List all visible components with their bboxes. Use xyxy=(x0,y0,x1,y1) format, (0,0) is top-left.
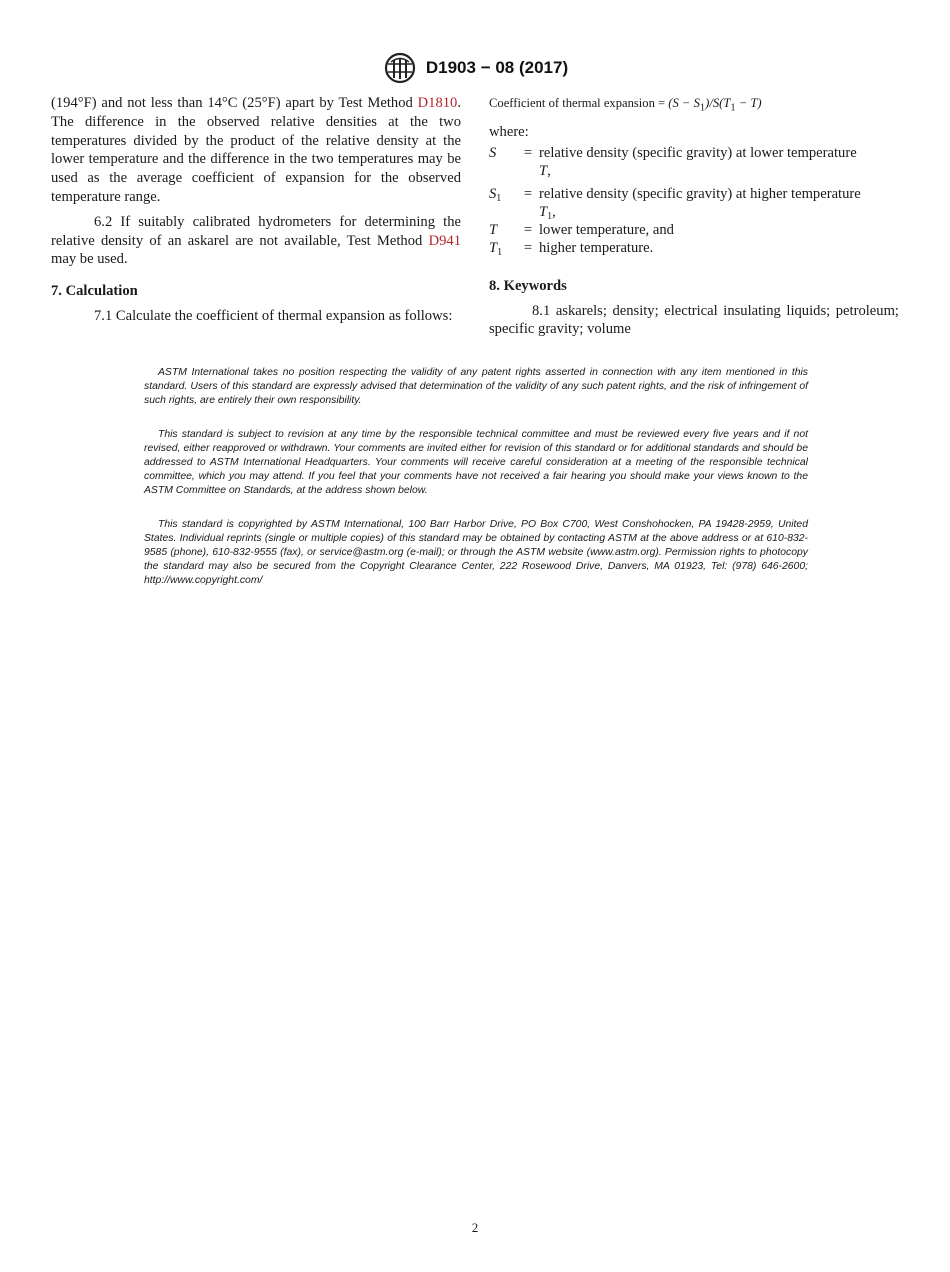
right-column xyxy=(489,94,899,339)
definition-row: T = lower temperature, and xyxy=(489,221,674,238)
page-number: 2 xyxy=(471,1220,479,1235)
thermal-expansion-formula: Coefficient of thermal expansion = $(S - S_1)/S(T_1 - T)$ xyxy=(489,96,762,114)
where-label: where: xyxy=(489,124,529,140)
paragraph-continued: (194°F) and not less than 14°C (25°F) apart by Test Method D1810. The difference in the observed relative densities at the two temperatures divided by the product of the relative density at the lower temperature and the difference in the two temperatures may be used as the average coefficient of expansion for the observed temperature range. xyxy=(51,95,461,205)
definitions-list xyxy=(489,144,899,257)
copyright-notice: This standard is copyrighted by ASTM International, 100 Barr Harbor Drive, PO Box C700, West Conshohocken, PA 19428-2959, United States. Individual reprints (single or multiple copies) of this standard may be obtained by contacting ASTM at the above address or at 610-832-9585 (phone), 610-832-9555 (fax), or service@astm.org (e-mail); or through the ASTM website (www.astm.org). Permission rights to photocopy the standard may also be secured from the Copyright Clearance Center, 222 Rosewood Drive, Danvers, MA 01923, Tel: (978) 646-2600; http://www.copyright.com/ xyxy=(144,519,808,586)
left-column xyxy=(51,94,461,326)
section-7-heading: 7. Calculation xyxy=(51,283,138,300)
astm-logo-icon xyxy=(382,52,418,84)
paragraph-6-2: 6.2 If suitably calibrated hydrometers for determining the relative density of an askarel are not available, Test Method D941 may be used. xyxy=(51,213,461,268)
page-header xyxy=(0,52,950,84)
definition-row: S = relative density (specific gravity) at lower temperature T, xyxy=(489,144,857,179)
definition-row: $S_1$ = relative density (specific gravity) at higher temperature $T_1$, xyxy=(489,185,861,222)
revision-notice: This standard is subject to revision at any time by the responsible technical committee and must be reviewed every five years and if not revised, either reapproved or withdrawn. Your comments are invited either for revision of this standard or for additional standards and should be addressed to ASTM International Headquarters. Your comments will receive careful consideration at a meeting of the responsible technical committee, which you may attend. If you feel that your comments have not received a fair hearing you should make your views known to the ASTM Committee on Standards, at the address shown below. xyxy=(144,429,808,496)
link-d1810[interactable]: D1810 xyxy=(417,95,458,111)
paragraph-7-1: 7.1 Calculate the coefficient of thermal expansion as follows: xyxy=(94,307,453,324)
patent-notice: ASTM International takes no position respecting the validity of any patent rights asserted in connection with any item mentioned in this standard. Users of this standard are expressly advised that determination of the validity of any such patent rights, and the risk of infringement of such rights, are entirely their own responsibility. xyxy=(144,367,808,406)
section-8-heading: 8. Keywords xyxy=(489,277,567,294)
link-d941[interactable]: D941 xyxy=(428,232,461,249)
paragraph-8-1: 8.1 askarels; density; electrical insulating liquids; petroleum; specific gravity; volume xyxy=(489,302,899,338)
astm-notices xyxy=(144,366,808,608)
document-designation: D1903 − 08 (2017) xyxy=(425,58,569,77)
definition-row: $T_1$ = higher temperature. xyxy=(489,239,654,258)
